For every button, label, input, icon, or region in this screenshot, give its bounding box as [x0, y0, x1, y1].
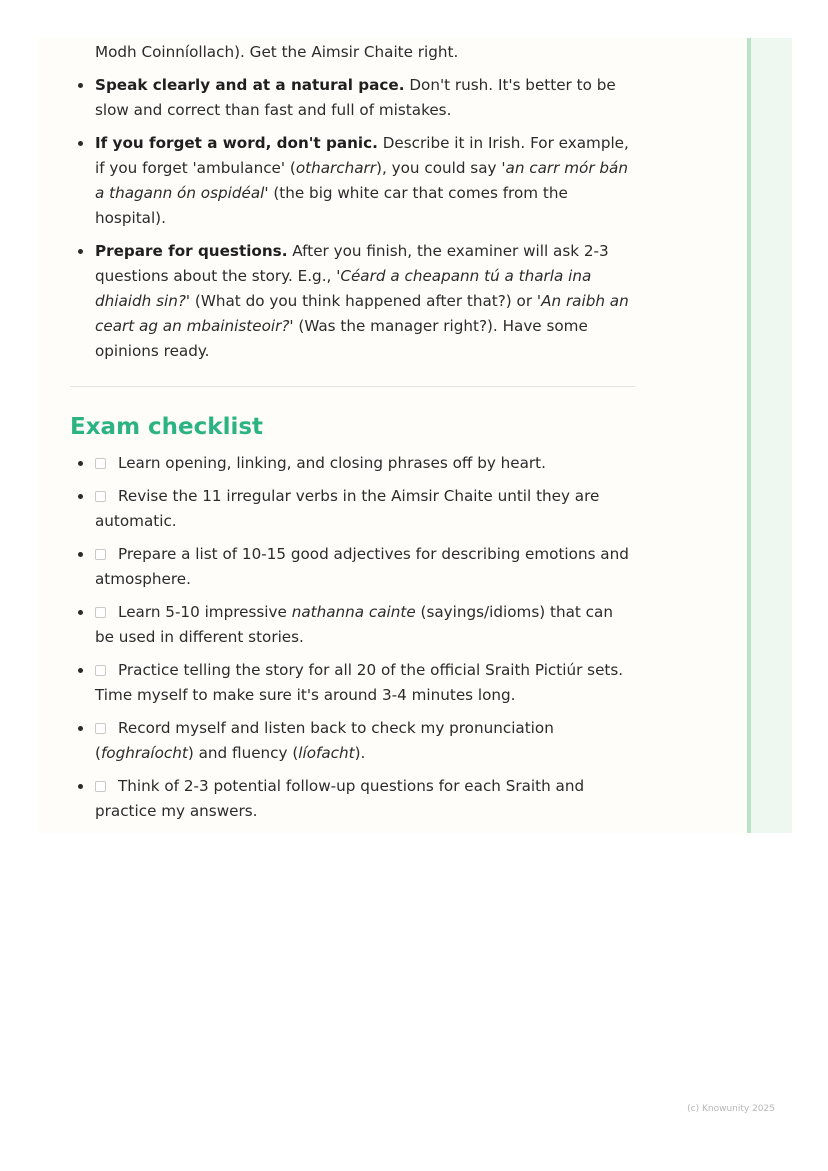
section-divider [70, 386, 635, 387]
text-run: Revise the 11 irregular verbs in the Aimsir Chaite until they are automatic. [95, 487, 600, 530]
tip-item [95, 73, 635, 123]
tip-item [95, 239, 635, 364]
text-run: ) and fluency ( [187, 744, 299, 762]
checklist-item [95, 774, 635, 824]
text-run: 'an carr mór bán a thagann ón ospidéal' [95, 159, 628, 202]
text-run: foghraíocht [100, 744, 188, 762]
checklist-item-text [118, 454, 546, 472]
text-run: Speak clearly and at a natural pace. [95, 76, 405, 94]
checklist-item-text [95, 719, 554, 762]
text-run: Record myself and listen back to check my pronunciation ( [95, 719, 554, 762]
checklist-item-text [95, 777, 584, 820]
checklist-item [95, 542, 635, 592]
side-accent-bar [747, 38, 792, 833]
text-run: (Was the manager right?). Have some opinions ready. [95, 317, 588, 360]
checklist-item-text [95, 661, 623, 704]
text-run: líofacht [298, 744, 355, 762]
text-run: If you forget a word, don't panic. [95, 134, 378, 152]
exam-checklist [70, 451, 635, 824]
text-run: Learn 5-10 impressive [118, 603, 292, 621]
text-run: Think of 2-3 potential follow-up questions for each Sraith and practice my answers. [95, 777, 585, 820]
checklist-item-text [95, 603, 613, 646]
checklist-item [95, 451, 635, 476]
checkbox[interactable] [95, 491, 106, 502]
checkbox[interactable] [95, 607, 106, 618]
text-run: ), you could say [376, 159, 502, 177]
checkbox[interactable] [95, 458, 106, 469]
text-run: (sayings/idioms) that can be used in different stories. [95, 603, 613, 646]
text-run: (What do you think happened after that?) or [190, 292, 537, 310]
tip-item [95, 131, 635, 231]
checkbox[interactable] [95, 723, 106, 734]
checklist-item-text [95, 545, 629, 588]
text-run: nathanna cainte [291, 603, 416, 621]
text-run: (the big white car that comes from the hospital). [95, 184, 568, 227]
continued-text: Modh Coinníollach). Get the Aimsir Chaite right. [95, 43, 459, 61]
checklist-item [95, 658, 635, 708]
text-run: Prepare for questions. [95, 242, 288, 260]
text-run: Prepare a list of 10-15 good adjectives for describing emotions and atmosphere. [95, 545, 629, 588]
copyright-footer: (c) Knowunity 2025 [687, 1104, 775, 1114]
text-run: Describe it in Irish. For example, if you forget 'ambulance' ( [95, 134, 629, 177]
text-run: Practice telling the story for all 20 of the official Sraith Pictiúr sets. Time myself to make sure it's around 3-4 minutes long. [95, 661, 624, 704]
text-run: ). [354, 744, 366, 762]
checkbox[interactable] [95, 665, 106, 676]
text-run: Don't rush. It's better to be slow and correct than fast and full of mistakes. [95, 76, 616, 119]
text-run: otharcharr [295, 159, 377, 177]
checkbox[interactable] [95, 781, 106, 792]
checkbox[interactable] [95, 549, 106, 560]
text-run: 'An raibh an ceart ag an mbainisteoir?' [95, 292, 629, 335]
document-body [70, 38, 635, 832]
checklist-item [95, 716, 635, 766]
checklist-item [95, 484, 635, 534]
text-run: 'Céard a cheapann tú a tharla ina dhiaidh sin?' [95, 267, 592, 310]
tips-list [70, 73, 635, 364]
checklist-item-text [95, 487, 599, 530]
text-run: Learn opening, linking, and closing phrases off by heart. [118, 454, 546, 472]
checklist-heading: Exam checklist [70, 414, 264, 440]
text-run: After you finish, the examiner will ask 2-3 questions about the story. E.g., [95, 242, 609, 285]
checklist-item [95, 600, 635, 650]
